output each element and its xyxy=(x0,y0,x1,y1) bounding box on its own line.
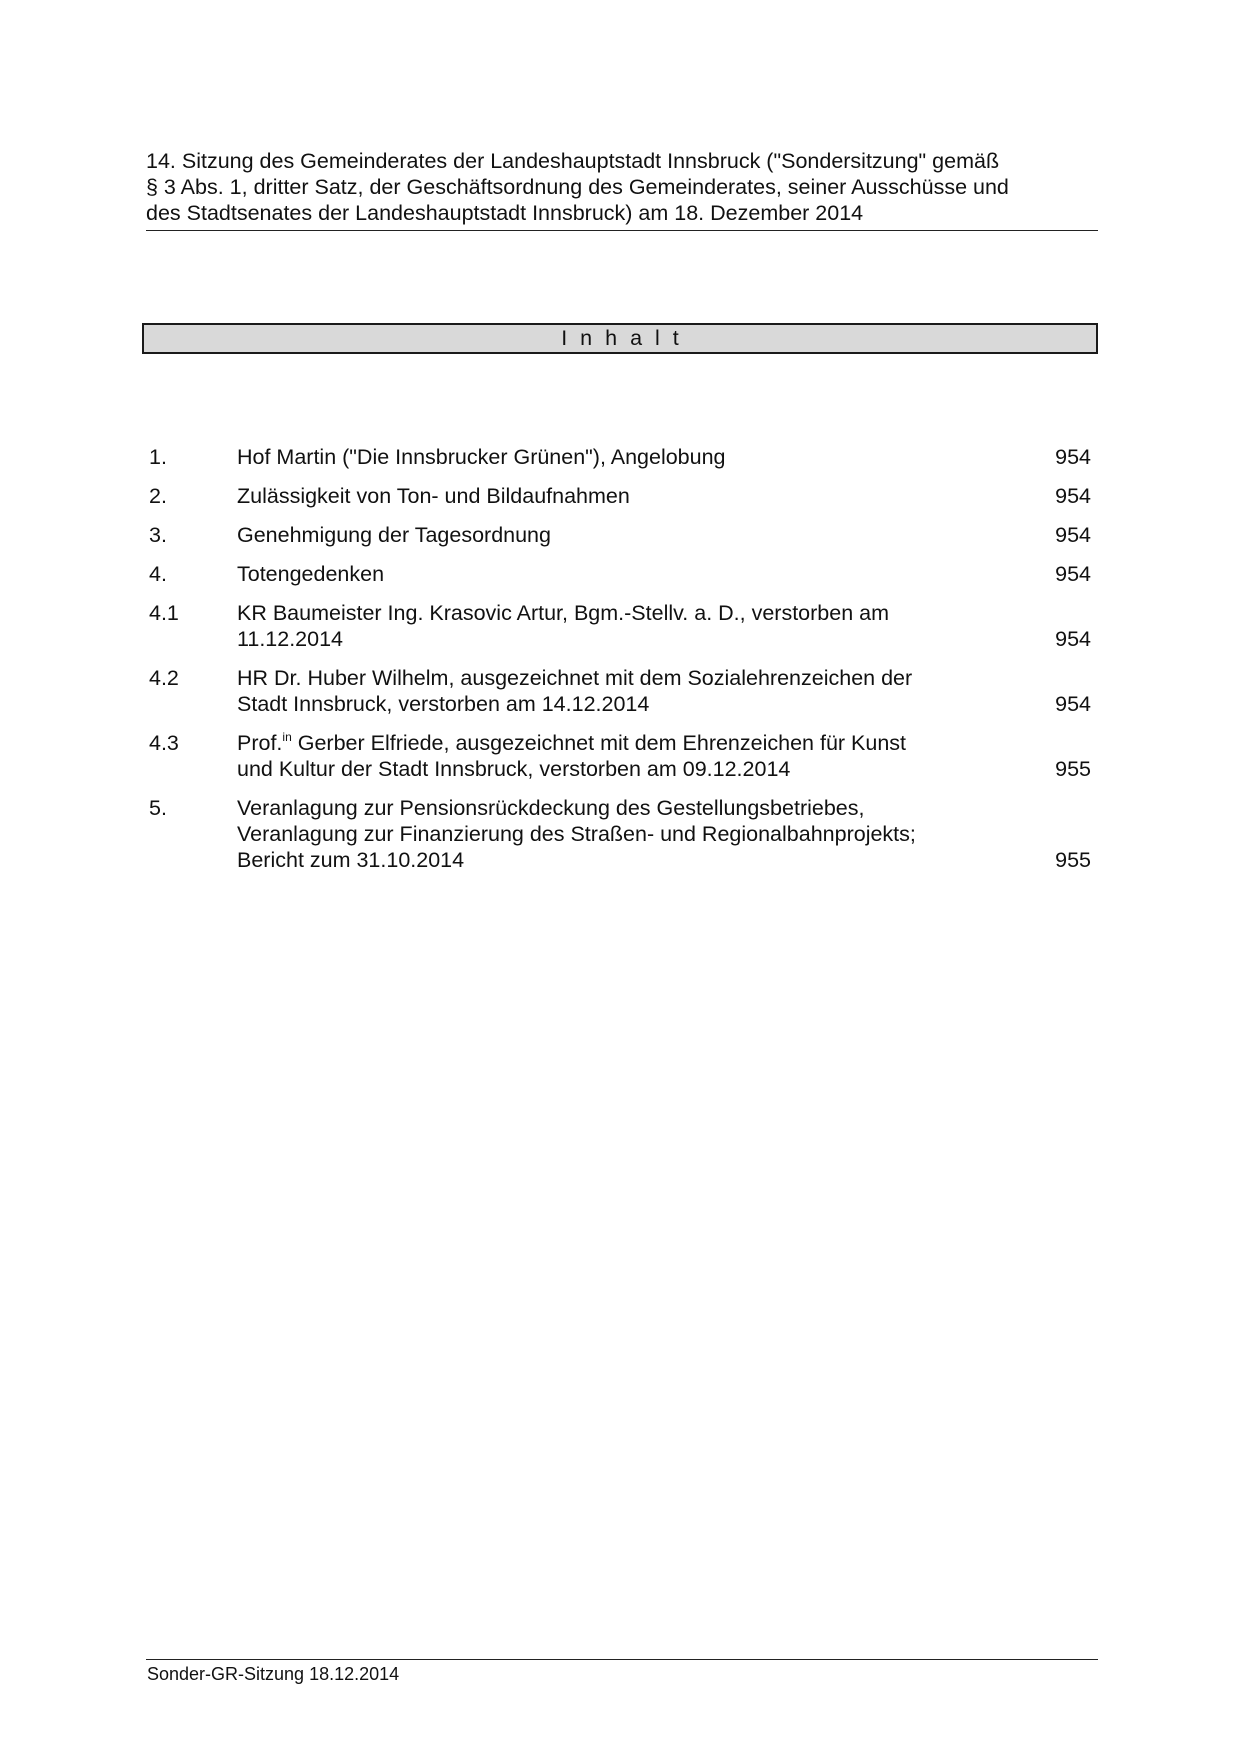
toc-entry-number: 1. xyxy=(149,445,167,469)
toc-entry-page: 954 xyxy=(1055,445,1091,469)
toc-entry-title-line: Veranlagung zur Finanzierung des Straßen- und Regionalbahnprojekts; xyxy=(237,822,916,846)
toc-entry-page: 954 xyxy=(1055,523,1091,547)
toc-entry-number: 4.1 xyxy=(149,601,179,625)
header-line-3: des Stadtsenates der Landeshauptstadt Innsbruck) am 18. Dezember 2014 xyxy=(146,201,864,225)
title-superscript: in xyxy=(282,730,292,744)
toc-entry xyxy=(149,600,1099,652)
table-of-contents xyxy=(149,444,1099,886)
toc-entry-title-line xyxy=(237,730,987,756)
toc-entry-title xyxy=(237,483,987,509)
toc-entry-title xyxy=(237,795,987,873)
toc-entry-number: 2. xyxy=(149,484,167,508)
toc-entry-page: 954 xyxy=(1055,562,1091,586)
toc-entry-number: 3. xyxy=(149,523,167,547)
header-divider xyxy=(146,230,1098,231)
toc-entry-title-line: Bericht zum 31.10.2014 xyxy=(237,848,465,872)
header-line-2: § 3 Abs. 1, dritter Satz, der Geschäftsordnung des Gemeinderates, seiner Ausschüsse und xyxy=(146,175,1009,199)
toc-entry-page: 954 xyxy=(1055,692,1091,716)
toc-entry-title-line: und Kultur der Stadt Innsbruck, verstorben am 09.12.2014 xyxy=(237,757,791,781)
toc-entry-title xyxy=(237,444,987,470)
toc-entry-title-line: Veranlagung zur Pensionsrückdeckung des Gestellungsbetriebes, xyxy=(237,796,865,820)
toc-entry-title-line: Totengedenken xyxy=(237,562,385,586)
toc-entry-title-line: 11.12.2014 xyxy=(237,627,344,651)
toc-entry-title xyxy=(237,665,987,717)
page-footer: Sonder-GR-Sitzung 18.12.2014 xyxy=(147,1664,400,1684)
title-prefix: Prof. xyxy=(237,731,283,755)
toc-entry-page: 955 xyxy=(1055,848,1091,872)
toc-entry-title xyxy=(237,730,987,782)
toc-entry-title xyxy=(237,600,987,652)
toc-entry xyxy=(149,444,1099,470)
toc-heading: Inhalt xyxy=(142,323,1098,354)
document-header xyxy=(146,148,1096,226)
footer-divider xyxy=(146,1659,1098,1660)
toc-entry xyxy=(149,665,1099,717)
toc-entry-title-line: Hof Martin ("Die Innsbrucker Grünen"), Angelobung xyxy=(237,445,726,469)
toc-entry xyxy=(149,561,1099,587)
toc-entry xyxy=(149,522,1099,548)
toc-entry xyxy=(149,730,1099,782)
toc-entry-title-line: Genehmigung der Tagesordnung xyxy=(237,523,551,547)
toc-entry xyxy=(149,795,1099,873)
toc-entry-number: 4.3 xyxy=(149,731,179,755)
toc-entry-title xyxy=(237,561,987,587)
toc-entry xyxy=(149,483,1099,509)
toc-entry-page: 955 xyxy=(1055,757,1091,781)
toc-entry-title-line: Zulässigkeit von Ton- und Bildaufnahmen xyxy=(237,484,630,508)
toc-entry-title xyxy=(237,522,987,548)
toc-entry-page: 954 xyxy=(1055,484,1091,508)
header-line-1: 14. Sitzung des Gemeinderates der Landeshauptstadt Innsbruck ("Sondersitzung" gemäß xyxy=(146,149,1000,173)
title-text: Gerber Elfriede, ausgezeichnet mit dem Ehrenzeichen für Kunst xyxy=(291,731,907,755)
toc-entry-number: 5. xyxy=(149,796,167,820)
toc-entry-page: 954 xyxy=(1055,627,1091,651)
toc-entry-title-line: Stadt Innsbruck, verstorben am 14.12.2014 xyxy=(237,692,650,716)
toc-entry-number: 4. xyxy=(149,562,167,586)
toc-entry-title-line: HR Dr. Huber Wilhelm, ausgezeichnet mit dem Sozialehrenzeichen der xyxy=(237,666,913,690)
toc-entry-title-line: KR Baumeister Ing. Krasovic Artur, Bgm.-Stellv. a. D., verstorben am xyxy=(237,601,890,625)
toc-entry-number: 4.2 xyxy=(149,666,179,690)
